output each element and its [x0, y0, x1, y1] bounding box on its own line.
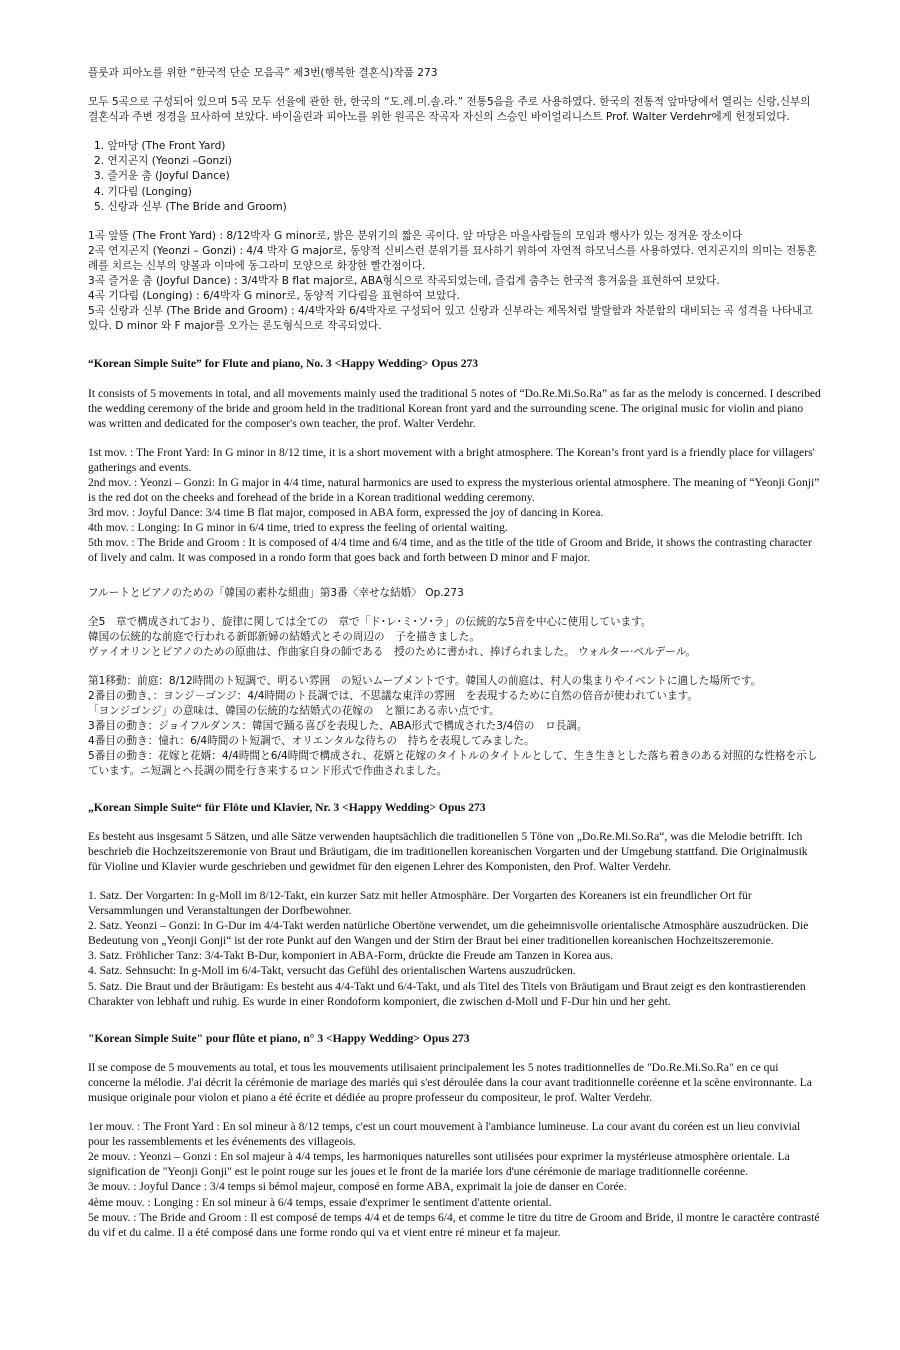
french-detail-4: 4ème mouv. : Longing : En sol mineur à 6/4 temps, essaie d'exprimer le sentiment d'attente oriental.	[88, 1195, 552, 1209]
german-detail-2: 2. Satz. Yeonzi – Gonzi: In G-Dur im 4/4-Takt werden natürliche Obertöne verwendet, um die geheimnisvolle orientalische Atmosphäre auszudrücken. Die Bedeutung von „Yeonji Gonji“ ist der rote Punkt auf den Wangen und der Stirn der Braut bei einer traditionellen koreanischen Hochzeitszeremonie.	[88, 919, 809, 948]
list-item: 2. 연지곤지 (Yeonzi –Gonzi)	[94, 155, 232, 168]
japanese-detail-3: 3番目の動き：ジョイフルダンス：韓国で踊る喜びを表現した、ABA形式で構成された3/4倍の ロ長調。	[88, 720, 588, 733]
korean-detail-4: 4곡 기다림 (Longing) : 6/4박자 G minor로, 동양적 기다림을 표현하여 보았다.	[88, 290, 460, 303]
japanese-detail-4: 4番目の動き：憧れ：6/4時間のト短調で、オリエンタルな待ちの 持ちを表現してみました。	[88, 735, 535, 748]
german-details	[88, 888, 823, 1009]
list-item: 5. 신랑과 신부 (The Bride and Groom)	[94, 200, 287, 213]
french-section	[88, 1031, 823, 1240]
korean-title: 플룻과 피아노를 위한 “한국적 단순 모음곡” 제3번(행복한 결혼식)작품 273	[88, 67, 438, 79]
japanese-details	[88, 674, 823, 780]
japanese-intro	[88, 615, 823, 660]
english-section	[88, 356, 823, 565]
german-detail-3: 3. Satz. Fröhlicher Tanz: 3/4-Takt B-Dur, komponiert in ABA-Form, drückte die Freude am Tanzen in Korea aus.	[88, 949, 614, 963]
german-detail-5: 5. Satz. Die Braut und der Bräutigam: Es besteht aus 4/4-Takt und 6/4-Takt, und als Titel des Titels von Bräutigam und Braut zeigt es den kontrastierenden Charakter von lebhaft und ruhig. Es wurde in einer Rondoform komponiert, die zwischen d-Moll und F-Dur hin und her geht.	[88, 979, 806, 1008]
french-detail-5: 5e mouv. : The Bride and Groom : Il est composé de temps 4/4 et de temps 6/4, et comme le titre du titre de Groom and Bride, il montre le caractère contrasté du vif et du calme. Il a été composé dans une forme rondo qui va et vient entre ré mineur et fa majeur.	[88, 1210, 820, 1239]
korean-section	[88, 66, 823, 334]
list-item: 4. 기다림 (Longing)	[94, 185, 192, 198]
japanese-detail-2b: 「ヨンジゴンジ」の意味は、韓国の伝統的な結婚式の花嫁の と額にある赤い点です。	[88, 705, 500, 718]
japanese-detail-2: 2番目の動き、：ヨンジ－ゴンジ：4/4時間のト長調では、不思議な東洋の雰囲 を表現するために自然の倍音が使われています。	[88, 690, 698, 702]
korean-detail-2: 2곡 연지곤지 (Yeonzi – Gonzi) : 4/4 박자 G major로, 동양적 신비스런 분위기를 묘사하기 위하여 자연적 하모닉스를 사용하였다. 연지곤지의 의미는 전통혼례를 치르는 신부의 양볼과 이마에 동그라미 모양으로 화장한 빨간점이다.	[88, 244, 817, 272]
korean-detail-5: 5곡 신랑과 신부 (The Bride and Groom) : 4/4박자와 6/4박자로 구성되어 있고 신랑과 신부라는 제목처럼 발랄함과 차분함의 대비되는 곡 성격을 나타내고 있다. D minor 와 F major를 오가는 론도형식으로 작곡되었다.	[88, 305, 813, 333]
french-intro: Il se compose de 5 mouvements au total, et tous les mouvements utilisaient principalement les 5 notes traditionnelles de "Do.Re.Mi.So.Ra" en ce qui concerne la mélodie. J'ai décrit la cérémonie de mariage des mariés qui s'est déroulée dans la cour avant traditionnelle coréenne et la scène environnante. La musique originale pour violon et piano a été écrite et dédiée au propre professeur du compositeur, le prof. Walter Verdehr.	[88, 1060, 812, 1104]
french-details	[88, 1119, 823, 1240]
korean-detail-1: 1곡 앞뜰 (The Front Yard) : 8/12박자 G minor로, 밝은 분위기의 짧은 곡이다. 앞 마당은 마을사람들의 모임과 행사가 있는 정겨운 장소이다	[88, 229, 743, 242]
french-detail-1: 1er mouv. : The Front Yard : En sol mineur à 8/12 temps, c'est un court mouvement à l'ambiance lumineuse. La cour avant du coréen est un lieu convivial pour les rassemblements et les événements des villageois.	[88, 1120, 801, 1149]
japanese-intro-line-1: 全5 章で構成されており、旋律に関しては全ての 章で「ド･レ･ミ･ソ･ラ」の伝統的な5音を中心に使用しています。	[88, 615, 652, 628]
section-spacer	[88, 780, 823, 800]
japanese-section	[88, 586, 823, 780]
japanese-title: フルートとピアノのための「韓国の素朴な組曲」第3番〈幸せな結婚〉 Op.273	[88, 586, 464, 599]
french-detail-3: 3e mouv. : Joyful Dance : 3/4 temps si bémol majeur, composé en forme ABA, exprimait la joie de danser en Corée.	[88, 1180, 627, 1194]
english-details	[88, 445, 823, 566]
list-item: 3. 즐거운 춤 (Joyful Dance)	[94, 170, 230, 183]
german-section	[88, 800, 823, 1009]
english-intro: It consists of 5 movements in total, and all movements mainly used the traditional 5 notes of “Do.Re.Mi.So.Ra” as far as the melody is concerned. I described the wedding ceremony of the bride and groom held in the traditional Korean front yard and the surrounding scene. The original music for violin and piano was written and dedicated for the composer's own teacher, the prof. Walter Verdehr.	[88, 386, 821, 430]
list-item: 1. 앞마당 (The Front Yard)	[94, 140, 226, 153]
english-detail-2: 2nd mov. : Yeonzi – Gonzi: In G major in 4/4 time, natural harmonics are used to express the mysterious oriental atmosphere. The meaning of “Yeonji Gonji” is the red dot on the cheeks and forehead of the bride in a Korean traditional wedding ceremony.	[88, 475, 820, 505]
japanese-intro-line-2: 韓国の伝統的な前庭で行われる新郎新婦の結婚式とその周辺の 子を描きました。	[88, 630, 480, 643]
japanese-intro-line-3: ヴァイオリンとピアノのための原曲は、作曲家自身の師である 授のために書かれ、捧げられました。 ウォルター·ベルデール。	[88, 645, 697, 658]
japanese-detail-1: 第1移動：前庭：8/12時間のト短調で、明るい雰囲 の短いムーブメントです。韓国人の前庭は、村人の集まりやイベントに適した場所です。	[88, 674, 762, 687]
section-spacer	[88, 1009, 823, 1031]
korean-intro: 모두 5곡으로 구성되어 있으며 5곡 모두 선율에 관한 한, 한국의 “도.레.미.솔.라.” 전통5음을 주로 사용하였다. 한국의 전통적 앞마당에서 열리는 신랑,신부의 결혼식과 주변 정경을 묘사하여 보았다. 바이올린과 피아노를 위한 원곡은 작곡자 자신의 스승인 바이얼리니스트 Prof. Walter Verdehr에게 헌정되었다.	[88, 96, 811, 124]
english-detail-4: 4th mov. : Longing: In G minor in 6/4 time, tried to express the feeling of oriental waiting.	[88, 521, 508, 535]
german-title: „Korean Simple Suite“ für Flöte und Klavier, Nr. 3 <Happy Wedding> Opus 273	[88, 800, 486, 814]
japanese-detail-5: 5番目の動き：花嫁と花婿：4/4時間と6/4時間で構成され、花婿と花嫁のタイトルのタイトルとして、生き生きとした落ち着きのある対照的な性格を示しています。ニ短調とヘ長調の間を行き来するロンド形式で作曲されました。	[88, 750, 818, 778]
french-detail-2: 2e mouv. : Yeonzi – Gonzi : En sol majeur à 4/4 temps, les harmoniques naturelles sont utilisées pour exprimer la mystérieuse atmosphère orientale. La signification de "Yeonji Gonji" est le point rouge sur les joues et le front de la mariée lors d'une cérémonie de mariage traditionnelle coréenne.	[88, 1150, 790, 1179]
korean-movement-list	[88, 139, 823, 214]
section-spacer	[88, 566, 823, 586]
english-title: “Korean Simple Suite” for Flute and piano, No. 3 <Happy Wedding> Opus 273	[88, 357, 479, 371]
german-detail-1: 1. Satz. Der Vorgarten: In g-Moll im 8/12-Takt, ein kurzer Satz mit heller Atmosphäre. Der Vorgarten des Koreaners ist ein freundlicher Ort für Versammlungen und Veranstaltungen der Dorfbewohner.	[88, 888, 752, 918]
german-detail-4: 4. Satz. Sehnsucht: In g-Moll im 6/4-Takt, versucht das Gefühl des orientalischen Wartens auszudrücken.	[88, 964, 576, 978]
english-detail-1: 1st mov. : The Front Yard: In G minor in 8/12 time, it is a short movement with a bright atmosphere. The Korean’s front yard is a friendly place for villagers' gatherings and events.	[88, 445, 815, 474]
section-spacer	[88, 334, 823, 356]
document-page	[88, 66, 823, 1240]
french-title: "Korean Simple Suite" pour flûte et piano, n° 3 <Happy Wedding> Opus 273	[88, 1031, 470, 1045]
english-detail-3: 3rd mov. : Joyful Dance: 3/4 time B flat major, composed in ABA form, expressed the joy of dancing in Korea.	[88, 506, 604, 520]
german-intro: Es besteht aus insgesamt 5 Sätzen, und alle Sätze verwenden hauptsächlich die traditionellen 5 Töne von „Do.Re.Mi.So.Ra“, was die Melodie betrifft. Ich beschrieb die Hochzeitszeremonie von Braut und Bräutigam, die im traditionellen koreanischen Vorgarten und der Umgebung stattfand. Die Originalmusik für Violine und Klavier wurde geschrieben und gewidmet für den eigenen Lehrer des Komponisten, den Prof. Walter Verdehr.	[88, 829, 808, 873]
korean-detail-3: 3곡 즐거운 춤 (Joyful Dance) : 3/4박자 B flat major로, ABA형식으로 작곡되었는데, 즐겁게 춤추는 한국적 흥겨움을 표현하여 보았다.	[88, 275, 720, 288]
korean-details	[88, 229, 823, 335]
english-detail-5: 5th mov. : The Bride and Groom : It is composed of 4/4 time and 6/4 time, and as the title of the title of Groom and Bride, it shows the contrasting character of lively and calm. It was composed in a rondo form that goes back and forth between D minor and F major.	[88, 536, 812, 565]
